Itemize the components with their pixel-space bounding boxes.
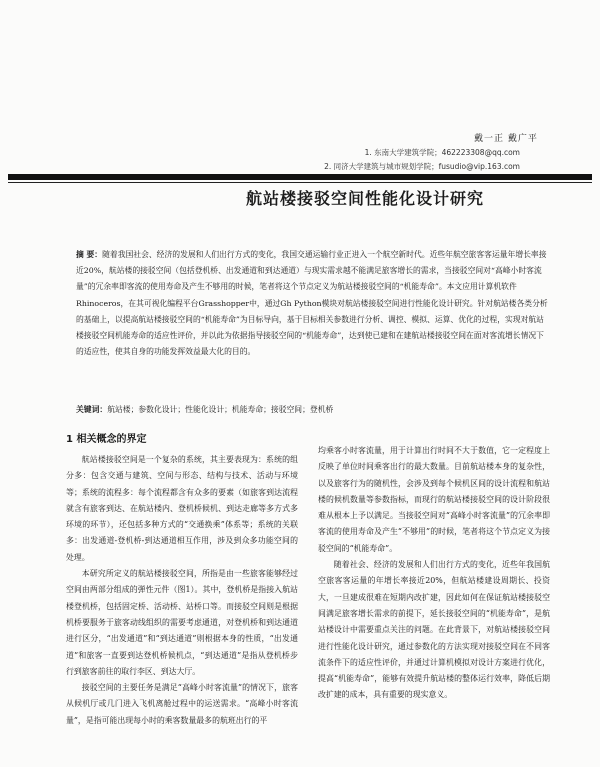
paper-title: 航站楼接驳空间性能化设计研究 <box>246 189 485 208</box>
abstract-label: 摘 要： <box>76 250 103 259</box>
left-paragraph-1: 航站楼接驳空间是一个复杂的系统，其主要表现为：系统的组分多：包含交通与建筑、空间与形态、结构与技术、活动与环境等；系统的流程多：每个流程都含有众多的要素（如旅客到达流程就含有旅客到达、在航站楼内、登机桥候机、到达走廊等多方式多环境的环节），还包括多种方式的“交通换乘”体系等；系统的关联多：出发通道-登机桥-到达通道相互作用，涉及到众多功能空间的处理。 <box>66 455 298 562</box>
keywords <box>76 404 550 415</box>
section-heading: 1 相关概念的界定 <box>66 434 147 445</box>
header-rule-thin <box>8 182 592 183</box>
keywords-text: 航站楼；参数化设计；性能化设计；机能寿命；接驳空间；登机桥 <box>107 405 334 414</box>
affiliation-2: 2. 同济大学建筑与城市规划学院；fusudio@vip.163.com <box>324 162 520 171</box>
abstract-text: 随着我国社会、经济的发展和人们出行方式的变化，我国交通运输行业正进入一个航空新时代。近些年航空旅客客运量年增长率接近20%，航站楼的接驳空间（包括登机桥、出发通道和到达通道）与现实需求越不能满足旅客增长的需求，当接驳空间对“高峰小时客流量”的冗余率即客流的使用寿命及产生不够用的时候，笔者将这个节点定义为航站楼接驳空间的“机能寿命”。本文应用计算机软件Rhinoceros，在其可视化编程平台Grasshopper中，通过Gh Python模块对航站楼接驳空间进行性能化设计研究。针对航站楼各类分析的基础上，以提高航站楼接驳空间的“机能寿命”为目标导向，基于目标相关参数进行分析、调控、模拟、运算、优化的过程，实现对航站楼接驳空间机能寿命的适应性评价，并以此为依据指导接驳空间的“机能寿命”，达到使已建和在建航站楼接驳空间在面对客流增长情况下的适应性，使其自身的功能发挥效益最大化的目的。 <box>76 250 548 357</box>
left-paragraph-3: 接驳空间的主要任务是满足“高峰小时客流量”的情况下，旅客从候机厅或几门进入飞机离舱过程中的运送需求。“高峰小时客流量”，是指可能出现每小时的乘客数量最多的航班出行的平 <box>66 683 298 725</box>
left-paragraph-2: 本研究所定义的航站楼接驳空间，所指是由一些旅客能够经过空间由两部分组成的弹性元件（图1）。其中，登机桥是指接入航站楼登机桥，包括固定桥、活动桥、站桥口等。而接驳空间则是根据机桥要服务于旅客动线组织的需要考虑通道，对登机桥和到达通道进行区分，“出发通道”和“到达通道”则根据本身的性质，“出发通道”和旅客一直要到达登机桥候机点，“到达通道”是指从登机桥步行到旅客前往的取行李区、到达大厅。 <box>66 569 298 676</box>
abstract <box>76 247 550 360</box>
authors: 戴一正 戴广平 <box>474 134 538 144</box>
right-column <box>318 443 550 704</box>
keywords-label: 关键词： <box>76 405 108 414</box>
right-paragraph-1: 均乘客小时客流量，用于计算出行时间不大于数值，它一定程度上反映了单位时间乘客出行的最大数量。目前航站楼本身的复杂性，以及旅客行为的随机性，会涉及到每个候机区间的设计流程和航站楼的候机数量等参数指标，而现行的航站楼接驳空间的设计阶段很难从根本上予以满足。当接驳空间对“高峰小时客流量”的冗余率即客流的使用寿命及产生“不够用”的时候，笔者将这个节点定义为接驳空间的“机能寿命”。 <box>318 446 550 553</box>
header-rule-thick <box>8 174 592 180</box>
affiliation-1: 1. 东南大学建筑学院；462223308@qq.com <box>364 148 520 157</box>
right-paragraph-2: 随着社会、经济的发展和人们出行方式的变化，近些年我国航空旅客客运量的年增长率接近20%，但航站楼建设周期长、投资大，一旦建成很难在短期内改扩建，因此如何在保证航站楼接驳空间满足旅客增长需求的前提下，延长接驳空间的“机能寿命”，是航站楼设计中需要重点关注的问题。在此背景下，对航站楼接驳空间进行性能化设计研究，通过参数化的方法实现对接驳空间在不同客流条件下的适应性评价，并通过计算机模拟对设计方案进行优化，提高“机能寿命”，能够有效提升航站楼的整体运行效率，降低后期改扩建的成本，具有重要的现实意义。 <box>318 560 550 700</box>
left-column <box>66 452 298 729</box>
